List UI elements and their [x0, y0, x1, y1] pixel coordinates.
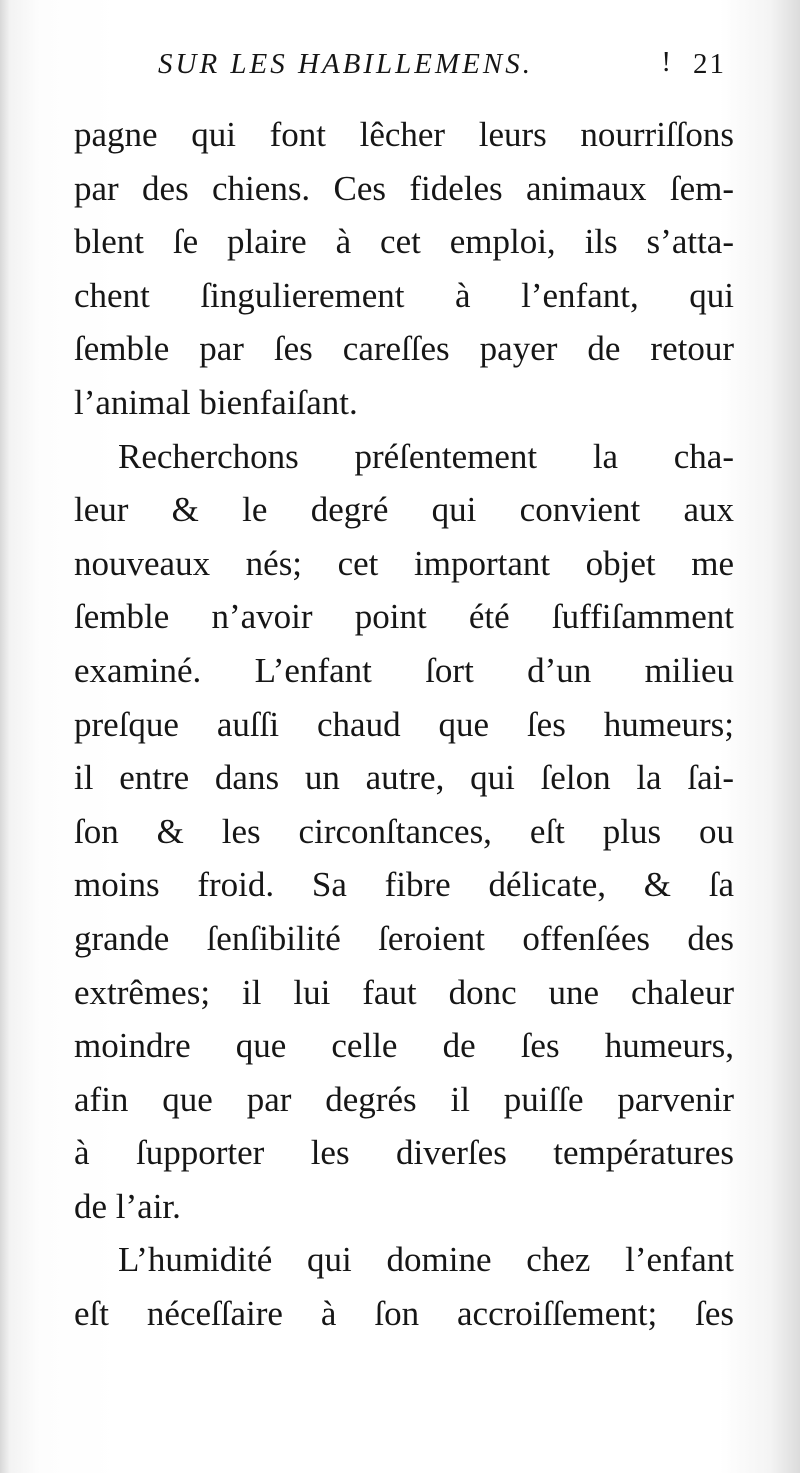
page-mark: ! [661, 46, 674, 78]
text-line: il entre dans un autre, qui ſelon la ſai- [74, 758, 734, 798]
text-line: Recherchons préſentement la cha- [118, 436, 734, 476]
text-line: ſemble n’avoir point été ſuffiſamment [74, 597, 734, 637]
text-line: eſt néceſſaire à ſon accroiſſement; ſes [74, 1294, 734, 1334]
text-line: extrêmes; il lui faut donc une chaleur [74, 972, 734, 1012]
page-header [158, 48, 740, 88]
page-number: 21 [693, 48, 726, 80]
text-line: par des chiens. Ces fideles animaux ſem- [74, 168, 734, 208]
text-line: chent ſingulierement à l’enfant, qui [74, 275, 734, 315]
text-line: preſque auſſi chaud que ſes humeurs; [74, 704, 734, 744]
paragraph-1 [74, 108, 734, 430]
text-line: blent ſe plaire à cet emploi, ils s’atta- [74, 222, 734, 262]
text-line: pagne qui font lêcher leurs nourriſſons [74, 115, 734, 154]
body-text [74, 108, 734, 1341]
text-line: afin que par degrés il puiſſe parvenir [74, 1079, 734, 1119]
text-line: examiné. L’enfant ſort d’un milieu [74, 650, 734, 690]
text-line: grande ſenſibilité ſeroient offenſées des [74, 918, 734, 958]
text-line: ſon & les circonſtances, eſt plus ou [74, 811, 734, 851]
text-line: nouveaux nés; cet important objet me [74, 543, 734, 583]
text-line: ſemble par ſes careſſes payer de retour [74, 329, 734, 369]
text-line: l’animal bienfaiſant. [74, 382, 358, 422]
text-line: leur & le degré qui convient aux [74, 490, 734, 530]
paragraph-2 [74, 430, 734, 1234]
paragraph-3 [74, 1233, 734, 1340]
text-line: de l’air. [74, 1186, 181, 1226]
text-line: moindre que celle de ſes humeurs, [74, 1026, 734, 1066]
text-line: à ſupporter les diverſes températures [74, 1133, 734, 1173]
text-line: moins froid. Sa fibre délicate, & ſa [74, 865, 734, 905]
running-head: SUR LES HABILLEMENS. [158, 48, 533, 80]
text-line: L’humidité qui domine chez l’enfant [118, 1240, 734, 1280]
